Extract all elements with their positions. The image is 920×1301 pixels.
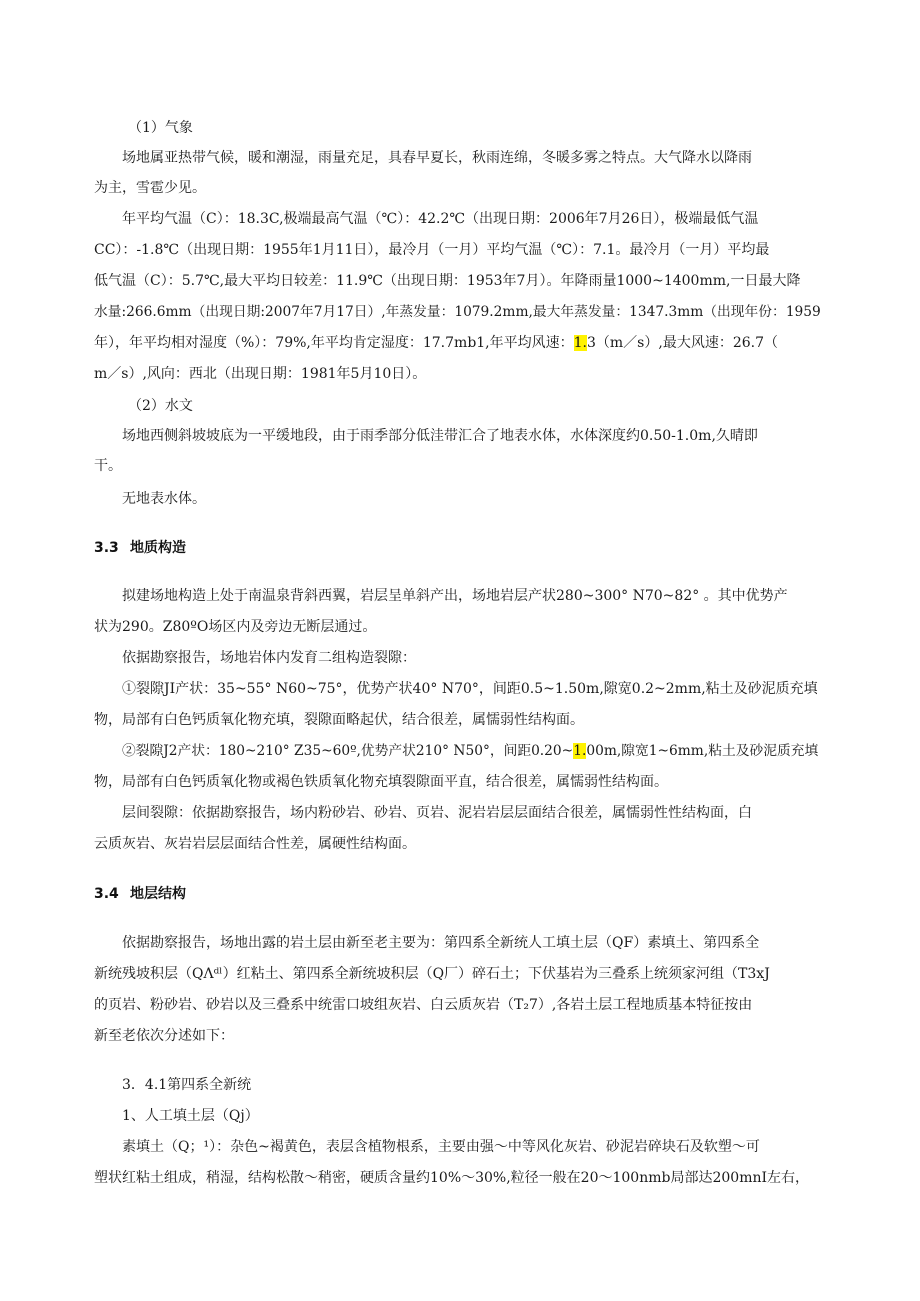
s33-p3-line1: 层间裂隙：依据勘察报告，场内粉砂岩、砂岩、页岩、泥岩岩层层面结合很差，属懦弱性性结构面，白 xyxy=(122,805,752,821)
meteorology-p2-line2: CC）：-1.8℃（出现日期：1955年1月11日），最冷月（一月）平均气温（℃）：7.1。最冷月（一月）平均最 xyxy=(94,242,770,258)
section-3-4-heading xyxy=(94,884,186,904)
meteorology-p2-line3: 低气温（C）：5.7℃,最大平均日较差：11.9℃（出现日期：1953年7月）。年降雨量1000~1400mm,一日最大降 xyxy=(94,273,801,289)
s33-j1-line1: ①裂隙JI产状：35~55° N60~75°，优势产状40° N70°，间距0.5~1.50m,隙宽0.2~2mm,粘土及砂泥质充填 xyxy=(122,681,818,697)
hydrology-p1-line2: 干。 xyxy=(94,458,122,474)
hydrology-p2: 无地表水体。 xyxy=(122,491,206,507)
s33-p2: 依据勘察报告，场地岩体内发育二组构造裂隙： xyxy=(122,650,416,666)
section-3-3-number: 3.3 xyxy=(94,540,119,556)
s33-j1-line2: 物，局部有白色钙质氧化物充填，裂隙面略起伏，结合很差，属懦弱性结构面。 xyxy=(94,712,584,728)
s34-fill-line1: 素填土（Q；¹）：杂色~褐黄色，表层含植物根系，主要由强～中等风化灰岩、砂泥岩碎块石及软塑～可 xyxy=(122,1139,760,1155)
section-3-4-number: 3.4 xyxy=(94,886,119,902)
s33-p1-line1: 拟建场地构造上处于南温泉背斜西翼，岩层呈单斜产出，场地岩层产状280~300° N70~82° 。其中优势产 xyxy=(122,588,788,604)
section-3-3-title: 地质构造 xyxy=(130,540,186,556)
meteorology-p2-line5 xyxy=(94,333,778,353)
section-3-3-heading xyxy=(94,538,186,558)
s34-item-1: 1、人工填土层（Qj） xyxy=(122,1108,259,1124)
s33-j2-line1 xyxy=(122,741,818,761)
meteorology-p2-line5-after: 3（m／s）,最大风速：26.7（ xyxy=(587,335,778,351)
s33-p3-line2: 云质灰岩、灰岩岩层层面结合性差，属硬性结构面。 xyxy=(94,836,416,852)
meteorology-p2-line4: 水量:266.6mm（出现日期:2007年7月17日）,年蒸发量：1079.2mm,最大年蒸发量：1347.3mm（出现年份：1959 xyxy=(94,304,821,320)
s33-j2-line2: 物，局部有白色钙质氧化物或褐色铁质氧化物充填裂隙面平直，结合很差，属懦弱性结构面。 xyxy=(94,774,668,790)
s33-j2-line1-before: ②裂隙J2产状：180~210° Z35~60º,优势产状210° N50°，间距0.20~ xyxy=(122,743,574,759)
s34-fill-line2: 塑状红粘土组成，稍湿，结构松散～稍密，硬质含量约10%～30%,粒径一般在20～100nmb局部达200mnI左右， xyxy=(94,1170,810,1186)
s34-p1-line2: 新统残坡积层（QΛᵈˡ）红粘土、第四系全新统坡积层（Q厂）碎石土；下伏基岩为三叠系上统须家河组（T3xJ xyxy=(94,966,770,982)
meteorology-p2-line1: 年平均气温（C）：18.3C,极端最高气温（℃）：42.2℃（出现日期：2006年7月26日），极端最低气温 xyxy=(122,211,759,227)
meteorology-p2-line5-before: 年），年平均相对湿度（%）：79%,年平均肯定湿度：17.7mb1,年平均风速： xyxy=(94,335,574,351)
highlighted-text: 1. xyxy=(573,743,587,759)
meteorology-title: （1）气象 xyxy=(128,120,193,136)
s33-j2-line1-after: 00m,隙宽1~6mm,粘土及砂泥质充填 xyxy=(586,743,819,759)
meteorology-p1-line1: 场地属亚热带气候，暖和潮湿，雨量充足，具春早夏长，秋雨连绵，冬暖多雾之特点。大气降水以降雨 xyxy=(122,150,752,166)
s33-p1-line2: 状为290。Z80ºO场区内及旁边无断层通过。 xyxy=(94,619,377,635)
s34-p1-line3: 的页岩、粉砂岩、砂岩以及三叠系中统雷口坡组灰岩、白云质灰岩（T₂7）,各岩土层工程地质基本特征按由 xyxy=(94,997,753,1013)
hydrology-p1-line1: 场地西侧斜坡坡底为一平缓地段，由于雨季部分低洼带汇合了地表水体，水体深度约0.50-1.0m,久晴即 xyxy=(122,428,758,444)
meteorology-p1-line2: 为主，雪雹少见。 xyxy=(94,180,206,196)
section-3-4-title: 地层结构 xyxy=(130,886,186,902)
s34-p1-line4: 新至老依次分述如下： xyxy=(94,1028,234,1044)
highlighted-text: 1. xyxy=(573,335,587,351)
s34-p1-line1: 依据勘察报告，场地出露的岩土层由新至老主要为：第四系全新统人工填土层（QF）素填土、第四系全 xyxy=(122,935,760,951)
s34-subsection-3-4-1: 3．4.1第四系全新统 xyxy=(122,1077,252,1093)
meteorology-p2-line6: m／s）,风向：西北（出现日期：1981年5月10日）。 xyxy=(94,366,427,382)
hydrology-title: （2）水文 xyxy=(128,398,193,414)
